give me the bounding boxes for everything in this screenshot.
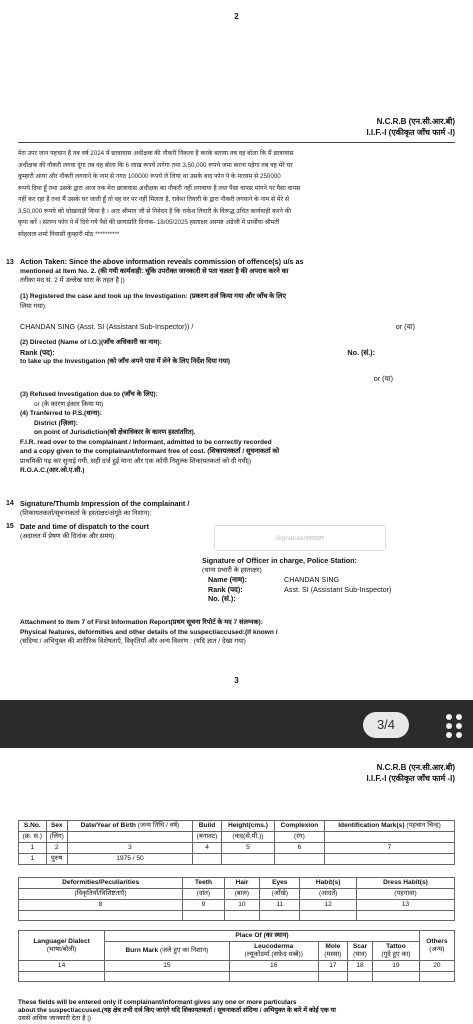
dispatch-label-hi: (अदालत में प्रेषण की दिनांक और समय):: [20, 532, 117, 540]
col-hi: (दांत): [183, 889, 224, 900]
col-habits: Habit(s): [300, 878, 357, 889]
officer-in-charge-heading-hi: (थाना प्रभारी के हस्ताक्षर): [202, 566, 262, 574]
officer-no-label: No. (सं.):: [208, 594, 236, 603]
narrative-line: रूपये दिया हूँ तथा उसके द्वारा आज तक मेरा छात्रावास अधीक्षक का नौकरी नहीं लगवाया है तथा पैसा वापस मांगने पर पैसा वापस: [18, 184, 301, 192]
table-row: [19, 911, 455, 921]
col-num: 13: [356, 900, 454, 911]
narrative-line: नहीं कर रहा है तथा मैं उसके घर जाती हूँ तो वह घर पर नहीं मिलता है, राकेश तिवारी के द्वारा नौकरी लगवाने के नाम से मेरे से: [18, 196, 290, 203]
fir-header: [18, 116, 455, 240]
col-num: 20: [419, 961, 454, 972]
item-13-number: 13: [6, 259, 14, 266]
officer-name-label: Name (नाम):: [208, 575, 247, 584]
col-dress: Dress Habit(s): [356, 878, 454, 889]
directed-label: (2) Directed (Name of I.O.)(जाँच अधिकारी का नाम):: [20, 339, 162, 346]
col-hi: (लिंग): [46, 832, 67, 843]
narrative-line: स्नेहलता शर्मा निवासी कुम्हारी मोठ **********: [18, 230, 120, 238]
col-build: Build: [193, 821, 222, 832]
table-footnote: [18, 999, 455, 1023]
narrative-line: कुम्हारी आया और नौकरी लगवाने के नाम से नगद 100000 रूपये ले लिया था उसके बाद फोन पे के माध्यम से 250000: [18, 173, 281, 180]
narrative-line: कृपा करें । संलग्न फोन पे में दिये गये पैसे की छायाप्रति दिनांक- 18/05/2025 हस्ताक्षर अस्पष्ट अंग्रेजी में प्रार्थीया श्रीमती: [18, 219, 280, 226]
rank-label: Rank (पद):: [20, 347, 55, 357]
col-hi: (क्र. स.): [19, 832, 47, 843]
directed-section: [20, 338, 455, 367]
transfer-label: (4) Tranferred to P.S.(थाना):: [20, 410, 102, 417]
signature-box: Signature/हस्ताक्षर: [214, 525, 386, 551]
col-hi: (पहनावा): [356, 889, 454, 900]
col-num: 15: [105, 961, 230, 972]
suspect-table-3: [18, 930, 455, 982]
col-tattoo: Tattoo (गुदे हुए का): [373, 942, 420, 961]
col-teeth: Teeth: [183, 878, 224, 889]
page-number-top: 2: [234, 12, 239, 21]
col-dob: Date/Year of Birth (जन्म तिथि / वर्ष): [67, 821, 192, 832]
cell-identification: [325, 854, 455, 865]
attachment-line1: Attachment to item 7 of First Information Report(प्रथम सूचना रिपोर्ट के मद 7 संलग्नक):: [20, 619, 263, 626]
table-row: [19, 854, 455, 865]
suspect-table-1: [18, 820, 455, 865]
table-row: [19, 972, 455, 982]
cell-complexion: [274, 854, 324, 865]
district-label: District (ज़िला):: [34, 419, 78, 427]
officer-row: [20, 322, 415, 332]
header-subtitle: I.I.F.-I (एकीकृत जाँच फार्म -I): [366, 128, 455, 137]
officer-name-value: CHANDAN SING: [284, 575, 340, 584]
col-num: 9: [183, 900, 224, 911]
col-num: 6: [274, 843, 324, 854]
col-language: Language/ Dialect (भाषा/बोली): [19, 931, 105, 961]
action-taken-line1: Action Taken: Since the above information reveals commission of offence(s) u/s as: [20, 257, 304, 266]
col-hi: (आदतें): [300, 889, 357, 900]
header-title: N.C.R.B (एन.सी.आर.बी): [376, 117, 455, 126]
header-divider: [18, 142, 455, 143]
or-label: or (या): [395, 322, 415, 331]
officer-in-charge-block: [202, 556, 455, 604]
col-sno: S.No.: [19, 821, 47, 832]
document-page-lower: [0, 748, 473, 1024]
page-number-bottom: 3: [234, 676, 239, 685]
cell-sno: 1: [19, 854, 47, 865]
narrative-line: 3,50,000 रूपये को धोखाधड़ी किया है । अतः श्रीमान जी से निवेदन है कि राकेश तिवारी के विरूद्ध उचित कार्यवाही करने की: [18, 207, 291, 215]
col-num: 1: [19, 843, 47, 854]
no-label: No. (सं.):: [347, 347, 375, 357]
complainant-signature-label: Signature/Thumb Impression of the complainant /: [20, 499, 190, 508]
col-hi: (बनावट): [193, 832, 222, 843]
complaint-narrative: [18, 148, 455, 240]
attachment-line2: Physical features, deformities and other details of the suspect/accused:(If known /: [20, 628, 278, 636]
col-num: 18: [347, 961, 372, 972]
registered-line1: (1) Registered the case and took up the Investigation: (प्रकरण दर्ज किया गया और जाँच के लिए: [20, 293, 286, 300]
col-scar: Scar (घाव): [347, 942, 372, 961]
item-14-number: 14: [6, 500, 14, 507]
col-hi: (आँखे): [260, 889, 300, 900]
cell-height: [222, 854, 275, 865]
col-hi: (विकृतियाँ/विशिष्टताएँ): [19, 889, 183, 900]
col-num: 10: [224, 900, 260, 911]
col-num: 8: [19, 900, 183, 911]
fir-readover-line3: प्राथमिकी पढ़ कर सुनाई गयी, सही दर्ज हुई माना और एक कॉपी निशुल्क शिकायतकर्ता को दी गयी|): [20, 457, 252, 465]
footnote-line3: उससे अधिक जानकारी देता है |): [18, 1015, 92, 1022]
item-15-number: 15: [6, 523, 14, 530]
col-hi: [325, 832, 455, 843]
col-place-of: Place Of (का स्थान): [105, 931, 420, 942]
dispatch-label: Date and time of dispatch to the court: [20, 522, 149, 531]
officer-rank-value: Asst. SI (Assistant Sub-Inspector): [284, 584, 392, 594]
officer-in-charge-heading: Signature of Officer in charge, Police Station:: [202, 556, 357, 565]
col-hair: Hair: [224, 878, 260, 889]
jurisdiction-label: on point of Jurisdiction(को क्षेत्राधिकार के कारण हस्तांतरित).: [34, 429, 196, 436]
officer-name-rank: CHANDAN SING (Asst. SI (Assistant Sub-Inspector)) /: [20, 322, 194, 331]
complainant-signature-label-hi: (शिकायतकर्ता/सूचनाकर्ता के हस्ताक्षर/अंगूठे का निशान):: [20, 509, 152, 517]
refused-label: (3) Refused Investigation due to (जाँच के लिए):: [20, 391, 158, 398]
footnote-line1: These fields will be entered only if complainant/informant gives any one or more particulars: [18, 999, 297, 1006]
or-label-2: or (या): [373, 374, 393, 383]
col-num: 14: [19, 961, 105, 972]
col-num: 11: [260, 900, 300, 911]
narrative-line: अधीक्षक की नौकरी लगवा दूंगा तब वह बोला कि 6 लाख रूपये लगेगा तथा 3,50,000 रूपये जमा करना पड़ेगा तब वह मेरे घर: [18, 161, 293, 169]
attachment-line3: (संदिग्ध / अभियुक्त की शारीरिक विशेषताएँ, विकृतियाँ और अन्य विवरण : (यदि ज्ञात / देखा गया): [20, 638, 246, 645]
col-num: 16: [229, 961, 318, 972]
action-taken-line2: mentioned at Item No. 2. (की गयी कार्यवाही: चूंकि उपरोक्त जानकारी से पता चलता है की अपराध करने का: [20, 267, 289, 275]
takeup-label: to take up the Investigation (को जाँच अपने पास में लेने के लिए निर्देश दिया गया): [20, 358, 231, 365]
col-hi: (कद(से.मी.)): [222, 832, 275, 843]
col-sex: Sex: [46, 821, 67, 832]
registered-line2: लिया गया):: [20, 302, 47, 310]
col-leucoderma: Leucoderma (ल्यूकोडर्मा (सफ़ेद धब्बे)): [229, 942, 318, 961]
fir-header-2: [18, 762, 455, 784]
col-hi: (बाल): [224, 889, 260, 900]
refused-section: [20, 390, 455, 476]
roac-label: R.O.A.C.(आर.ओ.ए.सी.): [20, 467, 85, 474]
fir-readover-line1: F.I.R. read over to the complainant / Informant, admitted to be correctly recorded: [20, 438, 272, 446]
narrative-line: मेरा उपर जान पहचान है तब वर्ष 2024 में छात्रावास अधीक्षक की नौकरी निकला है करके बताया तब वह बोला कि मैं छात्रावास: [18, 150, 294, 157]
col-identification: Identification Mark(s) (पहचान चिन्ह): [325, 821, 455, 832]
col-num: 2: [46, 843, 67, 854]
col-eyes: Eyes: [260, 878, 300, 889]
col-num: 3: [67, 843, 192, 854]
header-title-2: N.C.R.B (एन.सी.आर.बी): [376, 763, 455, 772]
page-indicator: 3/4: [363, 712, 409, 738]
officer-rank-label: Rank (पद):: [208, 584, 243, 594]
col-num: 19: [373, 961, 420, 972]
cell-sex: पुरुष: [46, 854, 67, 865]
col-num: 7: [325, 843, 455, 854]
cell-build: [193, 854, 222, 865]
col-hi: [67, 832, 192, 843]
action-taken-line3: तरीका मद सं. 2 में उल्लेख धारा के तहत है |): [20, 277, 125, 284]
fir-readover-line2: and a copy given to the complainant/Informant free of cost. (शिकायतकर्ता / सूचनाकर्ता को: [20, 448, 280, 455]
item-14-signature: [20, 499, 455, 518]
item-13-action-taken: [20, 257, 455, 286]
suspect-table-2: [18, 877, 455, 921]
header-subtitle-2: I.I.F.-I (एकीकृत जाँच फार्म -I): [366, 774, 455, 783]
col-num: 5: [222, 843, 275, 854]
refused-line2: or (के कारण इंकार किया या): [34, 400, 104, 408]
col-num: 12: [300, 900, 357, 911]
col-mole: Mole (मस्सा): [318, 942, 347, 961]
col-hi: (रंग): [274, 832, 324, 843]
col-deformities: Deformities/Peculiarities: [19, 878, 183, 889]
registered-section: [20, 292, 455, 311]
col-num: 17: [318, 961, 347, 972]
col-complexion: Complexion: [274, 821, 324, 832]
more-options-icon[interactable]: [443, 712, 465, 740]
col-num: 4: [193, 843, 222, 854]
footnote-line2: about the suspect/accused.(यह क्षेत्र तभी दर्ज किए जाएंगे यदि शिकायतकर्ता / सूचनाकर्ता संदिग्ध / अभियुक्त के बारे में कोई एक या: [18, 1007, 336, 1014]
col-others: Others (अन्य): [419, 931, 454, 961]
attachment-section: [20, 618, 455, 647]
col-burn-mark: Burn Mark (जले हुए का निशान): [105, 942, 230, 961]
col-height: Height(cms.): [222, 821, 275, 832]
cell-dob: 1975 / 50: [67, 854, 192, 865]
